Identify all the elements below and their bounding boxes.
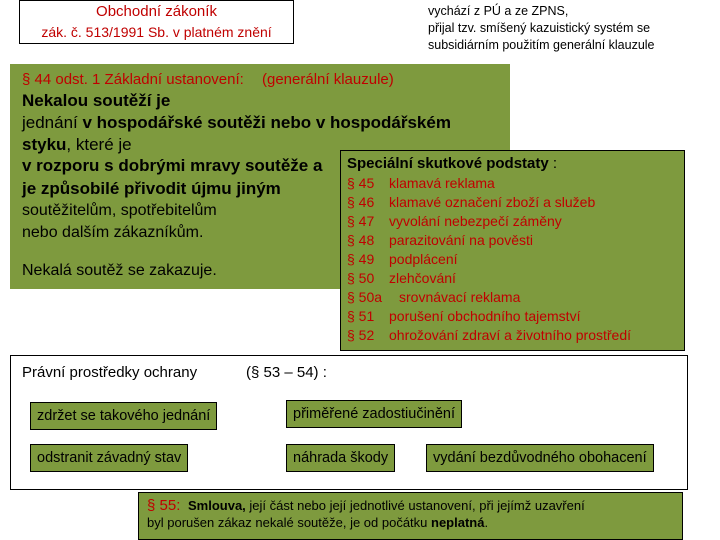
offense-number: § 50	[347, 270, 375, 286]
remedies-reference: (§ 53 – 54) :	[246, 364, 327, 381]
offense-item	[347, 327, 631, 343]
offense-description: vyvolání nebezpečí záměny	[389, 213, 562, 229]
offense-item	[347, 308, 580, 324]
remedy-item: zdržet se takového jednání	[30, 402, 217, 430]
special-offenses-box	[340, 150, 685, 351]
offense-description: klamavá reklama	[389, 175, 495, 191]
top-note-line3: subsidiárním použitím generální klauzule	[428, 38, 655, 52]
remedies-heading: Právní prostředky ochrany	[22, 364, 198, 381]
offense-item	[347, 194, 595, 210]
remedy-item: přiměřené zadostiučinění	[286, 400, 462, 428]
clause-line-2	[22, 113, 451, 133]
offense-item	[347, 175, 495, 191]
special-title-suffix: :	[548, 155, 558, 172]
clause-line-3b: , které je	[66, 135, 132, 154]
offense-number: § 51	[347, 308, 375, 324]
offense-item	[347, 213, 562, 229]
s55-number: § 55:	[147, 497, 181, 514]
clause-line-6: soutěžitelům, spotřebitelům	[22, 202, 217, 219]
s55-term2: neplatná	[431, 515, 485, 530]
s55-term: Smlouva,	[188, 498, 246, 513]
clause-line-2a: jednání	[22, 113, 83, 132]
title-line1: Obchodní zákoník	[96, 3, 217, 20]
offense-description: klamavé označení zboží a služeb	[389, 194, 596, 210]
offense-number: § 48	[347, 232, 375, 248]
remedy-item: odstranit závadný stav	[30, 444, 188, 472]
remedy-item: náhrada škody	[286, 444, 395, 472]
offense-number: § 47	[347, 213, 375, 229]
offense-description: zlehčování	[389, 270, 456, 286]
offense-number: § 49	[347, 251, 375, 267]
clause-line-2b: v hospodářské soutěži nebo v hospodářském	[82, 113, 451, 132]
offense-item	[347, 270, 456, 286]
offense-item	[347, 289, 520, 305]
clause-line-8: Nekalá soutěž se zakazuje.	[22, 262, 217, 279]
s55-text1: její část nebo její jednotlivé ustanovení, při jejímž uzavření	[245, 498, 585, 513]
offense-description: parazitování na pověsti	[389, 232, 533, 248]
s55-text2: byl porušen zákaz nekalé soutěže, je od počátku	[147, 515, 432, 530]
offense-number: § 45	[347, 175, 375, 191]
section-55-box	[138, 492, 683, 540]
special-title	[347, 155, 557, 172]
s55-line2	[147, 514, 674, 531]
title-box	[19, 0, 294, 44]
special-title-text: Speciální skutkové podstaty	[347, 155, 549, 172]
clause-line-4: v rozporu s dobrými mravy soutěže a	[22, 156, 323, 175]
clause-line-5: je způsobilé přivodit újmu jiným	[22, 179, 281, 198]
section-heading	[22, 71, 394, 88]
offense-item	[347, 251, 458, 267]
offense-description: porušení obchodního tajemství	[389, 308, 581, 324]
remedy-item: vydání bezdůvodného obohacení	[426, 444, 654, 472]
offense-description: srovnávací reklama	[399, 289, 521, 305]
top-note-line2: přijal tzv. smíšený kazuistický systém se	[428, 21, 651, 35]
title-line2: zák. č. 513/1991 Sb. v platném znění	[41, 24, 272, 40]
section-note: (generální klauzule)	[262, 71, 394, 88]
offense-description: ohrožování zdraví a životního prostředí	[389, 327, 632, 343]
clause-line-7: nebo dalším zákazníkům.	[22, 224, 204, 241]
offense-item	[347, 232, 533, 248]
clause-line-3a: styku	[22, 135, 67, 154]
clause-line-1: Nekalou soutěží je	[22, 91, 171, 110]
top-note-line1: vychází z PÚ a ze ZPNS,	[428, 4, 569, 18]
offense-number: § 50a	[347, 289, 383, 305]
clause-line-3	[22, 135, 132, 155]
s55-end: .	[484, 515, 489, 530]
offense-description: podplácení	[389, 251, 458, 267]
section-label: § 44 odst. 1 Základní ustanovení:	[22, 71, 244, 88]
offense-number: § 52	[347, 327, 375, 343]
s55-line1	[147, 497, 674, 514]
top-note	[420, 0, 715, 54]
offense-number: § 46	[347, 194, 375, 210]
